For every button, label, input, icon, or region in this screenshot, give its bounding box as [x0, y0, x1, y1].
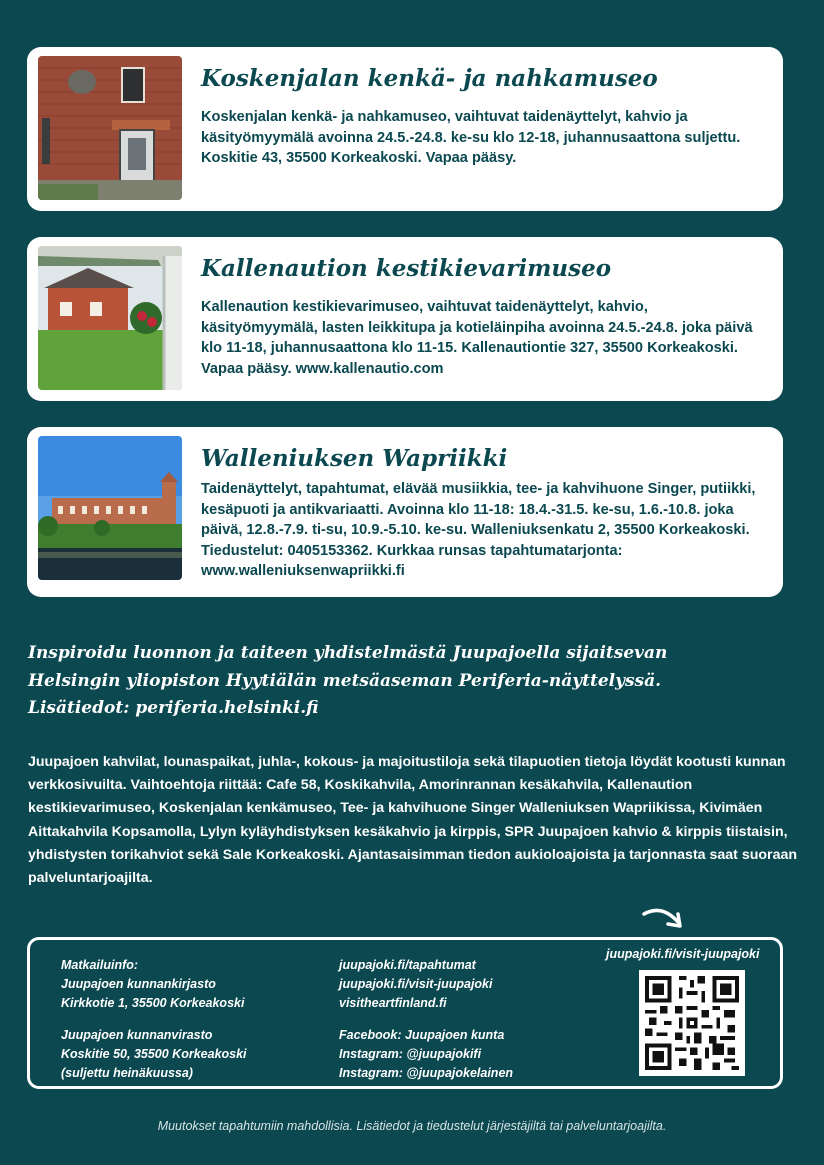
- venue-description: Taidenäyttelyt, tapahtumat, elävää musiikkia, tee- ja kahvihuone Singer, putiikki, kesäpuoti ja antikvariaatti. Avoinna klo 11-18: 18.4.-31.5. ke-su, 1.6.-10.8. joka päivä, 12.8.-7.9. ti-su, 10.9.-5.10. ke-su. Walleniuksenkatu 2, 35500 Korkeakoski. Tiedustelut: 0405153362. Kurkkaa runsas tapahtumatarjonta: www.walleniuksenwapriikki.fi: [201, 481, 756, 579]
- info-line: (suljettu heinäkuussa): [61, 1066, 193, 1080]
- info-line: Juupajoen kunnanvirasto: [61, 1028, 213, 1042]
- venue-title: Kallenaution kestikievarimuseo: [201, 255, 612, 282]
- facebook-link[interactable]: Facebook: Juupajoen kunta: [339, 1028, 505, 1042]
- qr-code[interactable]: [639, 970, 745, 1076]
- cafes-paragraph: Juupajoen kahvilat, lounaspaikat, juhla-, kokous- ja majoitustiloja sekä tilapuotien tietoja löydät kootusti kunnan verkkosivuilta. Vaihtoehtoja riittää: Cafe 58, Koskikahvila, Amorinrannan kesäkahvila, Kallenaution kestikievarimuseo, Koskenjalan kenkämuseo, Tee- ja kahvihuone Singer Walleniuksen Wapriikissa, Kivimäen Aittakahvila Kopsamolla, Lylyn kyläyhdistyksen kesäkahvio ja kirppis, SPR Juupajoen kahvio & kirppis tiistaisin, yhdistysten torikahviot sekä Sale Korkeakoski. Ajantasaisimman tiedon aukioloajoista ja tarjonnasta saat suoraan palveluntarjoajilta.: [28, 754, 798, 887]
- instagram-link[interactable]: Instagram: @juupajokelainen: [339, 1066, 514, 1080]
- contact-info-box: [27, 937, 783, 1089]
- footer-disclaimer: Muutokset tapahtumiin mahdollisia. Lisätiedot ja tiedustelut järjestäjiltä tai palveluntarjoajilta.: [157, 1119, 667, 1133]
- intro-line: Inspiroidu luonnon ja taiteen yhdistelmästä Juupajoella sijaitsevan: [28, 643, 668, 663]
- periferia-intro: [28, 640, 788, 723]
- curved-arrow-icon: [640, 902, 688, 934]
- links-column: [339, 956, 513, 1083]
- venue-card-koskenjala: [27, 47, 783, 211]
- venue-description: Kallenaution kestikievarimuseo, vaihtuvat taidenäyttelyt, kahvio, käsityömyymälä, lasten leikkitupa ja kotieläinpiha avoinna 24.5.-24.8. joka päivä klo 11-18, juhannusaattona klo 11-15. Kallenautiontie 327, 35500 Korkeakoski. Vapaa pääsy. www.kallenautio.com: [201, 299, 753, 377]
- info-line: Juupajoen kunnankirjasto: [61, 977, 216, 991]
- museum-photo-red-house: [38, 246, 182, 390]
- intro-line: Helsingin yliopiston Hyytiälän metsäaseman Periferia-näyttelyssä.: [28, 670, 662, 691]
- info-line: Kirkkotie 1, 35500 Korkeakoski: [61, 996, 245, 1010]
- link-tapahtumat[interactable]: juupajoki.fi/tapahtumat: [339, 958, 476, 972]
- qr-url-label: juupajoki.fi/visit-juupajoki: [606, 947, 760, 961]
- museum-photo-factory-riverside: [38, 436, 182, 580]
- tourist-info-column: [61, 956, 247, 1083]
- info-line: Koskitie 50, 35500 Korkeakoski: [61, 1047, 247, 1061]
- venue-card-kallenautio: [27, 237, 783, 401]
- instagram-link[interactable]: Instagram: @juupajokifi: [339, 1047, 482, 1061]
- qr-code-icon: [645, 976, 739, 1070]
- link-visit-juupajoki[interactable]: juupajoki.fi/visit-juupajoki: [339, 977, 493, 991]
- venue-title: Walleniuksen Wapriikki: [201, 445, 508, 472]
- museum-photo-brick-building: [38, 56, 182, 200]
- intro-line: Lisätiedot: periferia.helsinki.fi: [28, 698, 319, 718]
- info-line: Matkailuinfo:: [61, 958, 139, 972]
- link-visitheartfinland[interactable]: visitheartfinland.fi: [339, 996, 447, 1010]
- venue-description: Koskenjalan kenkä- ja nahkamuseo, vaihtuvat taidenäyttelyt, kahvio ja käsityömyymälä avoinna 24.5.-24.8. ke-su klo 12-18, juhannusaattona suljettu. Koskitie 43, 35500 Korkeakoski. Vapaa pääsy.: [201, 109, 741, 166]
- venue-card-wapriikki: [27, 427, 783, 597]
- venue-title: Koskenjalan kenkä- ja nahkamuseo: [201, 65, 658, 92]
